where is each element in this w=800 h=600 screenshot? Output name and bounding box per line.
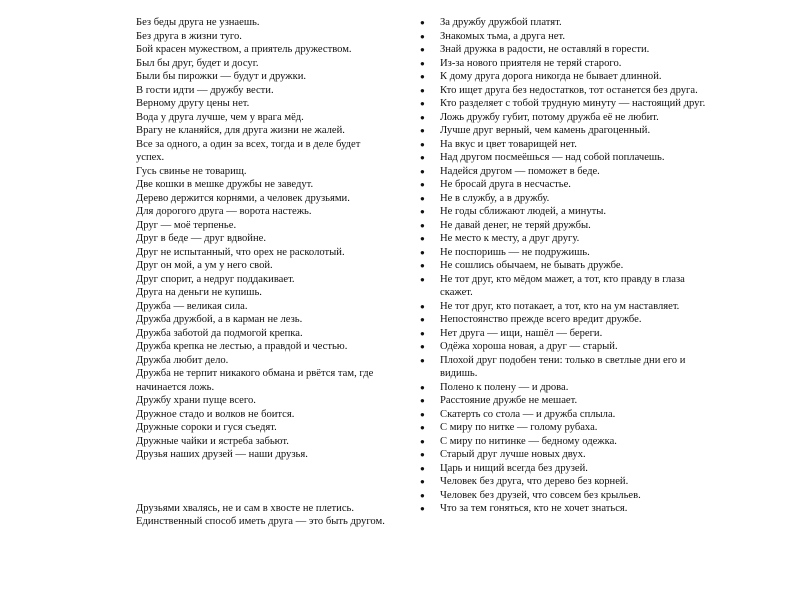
list-item: ● Кто ищет друга без недостатков, тот останется без друга. — [420, 84, 698, 96]
list-item: Дружные сороки и гуся съедят. — [136, 422, 277, 433]
list-item: Были бы пирожки — будут и дружки. — [136, 71, 307, 82]
list-item: Дружное стадо и волков не боится. — [136, 408, 295, 420]
list-item: Друзья наших друзей — наши друзья. — [136, 449, 308, 460]
list-item: ● Знай дружка в радости, не оставляй в горести. — [420, 44, 650, 55]
list-item: ● Ложь дружбу губит, потому дружба её не любит. — [420, 111, 659, 123]
list-item: Дружбу храни пуще всего. — [136, 395, 256, 406]
list-item: ● С миру по нитинке — бедному одежка. — [420, 435, 617, 447]
list-item: ● Царь и нищий всегда без друзей. — [420, 462, 588, 474]
list-item: ● Не тот друг, кто мёдом мажет, а тот, кто правду в глаза скажет. — [420, 273, 685, 298]
bullet-icon: ● — [420, 207, 425, 216]
bullet-icon: ● — [420, 274, 425, 284]
list-item: ● Не тот друг, кто потакает, а тот, кто на ум наставляет. — [420, 300, 680, 312]
list-item: ● К дому друга дорога никогда не бывает длинной. — [420, 71, 662, 82]
bullet-icon: ● — [420, 436, 425, 446]
bullet-icon: ● — [420, 72, 425, 81]
list-item: ● Одёжа хороша новая, а друг — старый. — [420, 341, 618, 352]
list-item: Две кошки в мешке дружбы не заведут. — [136, 179, 314, 190]
list-item: ● Не в службу, а в дружбу. — [420, 192, 550, 204]
list-item: Дружба любит дело. — [136, 354, 229, 366]
list-item: ● Не поспоришь — не подружишь. — [420, 246, 590, 258]
list-item: ● Надейся другом — поможет в беде. — [420, 165, 600, 177]
list-item: Друг — моё терпенье. — [136, 219, 237, 231]
bullet-icon: ● — [420, 409, 425, 419]
list-item: Врагу не кланяйся, для друга жизни не жалей. — [136, 125, 345, 136]
bullet-icon: ● — [420, 193, 425, 203]
proverb-bullet-list — [420, 16, 720, 516]
bullet-icon: ● — [420, 234, 425, 243]
bullet-icon: ● — [420, 355, 425, 365]
list-item: Друг спорит, а недруг поддакивает. — [136, 273, 295, 285]
list-item: Дружба дружбой, а в карман не лезь. — [136, 314, 303, 325]
list-item: ● Полено к полену — и дрова. — [420, 381, 569, 393]
list-item: Дружные чайки и ястреба забьют. — [136, 435, 289, 447]
bullet-icon: ● — [420, 85, 425, 95]
list-item: ● Расстояние дружбе не мешает. — [420, 395, 578, 406]
right-column — [420, 16, 720, 516]
bullet-icon: ● — [420, 139, 425, 149]
list-item: Для дорогого друга — ворота настежь. — [136, 206, 312, 217]
list-item: ● Не место к месту, а друг другу. — [420, 233, 580, 244]
bullet-icon: ● — [420, 504, 425, 513]
list-item: Гусь свинье не товарищ. — [136, 165, 247, 177]
list-item: ● Знакомых тьма, а друга нет. — [420, 30, 565, 42]
bullet-icon: ● — [420, 261, 425, 270]
bullet-icon: ● — [420, 423, 425, 432]
bullet-icon: ● — [420, 45, 425, 54]
bullet-icon: ● — [420, 396, 425, 405]
list-item: ● Лучше друг верный, чем камень драгоценный. — [420, 125, 651, 136]
bullet-icon: ● — [420, 382, 425, 392]
list-item: ● С миру по нитке — голому рубаха. — [420, 422, 598, 433]
bullet-icon: ● — [420, 58, 425, 68]
bullet-icon: ● — [420, 450, 425, 459]
list-item: Был бы друг, будет и досуг. — [136, 57, 259, 69]
bullet-icon: ● — [420, 463, 425, 473]
bullet-icon: ● — [420, 490, 425, 500]
list-item: ● Человек без друзей, что совсем без крыльев. — [420, 489, 641, 501]
bullet-icon: ● — [420, 477, 425, 486]
list-item: ● Плохой друг подобен тени: только в светлые дни его и видишь. — [420, 354, 686, 379]
proverb-list-top — [136, 16, 388, 462]
list-item: ● Кто разделяет с тобой трудную минуту — настоящий друг. — [420, 98, 706, 109]
bullet-icon: ● — [420, 112, 425, 122]
list-item: ● Не бросай друга в несчастье. — [420, 179, 571, 190]
spacer — [136, 462, 388, 502]
list-item: Друг не испытанный, что орех не расколотый. — [136, 246, 345, 258]
list-item: ● Не годы сближают людей, а минуты. — [420, 206, 607, 217]
list-item: ● На вкус и цвет товарищей нет. — [420, 138, 577, 150]
bullet-icon: ● — [420, 301, 425, 311]
list-item: В гости идти — дружбу вести. — [136, 84, 274, 96]
list-item: Без беды друга не узнаешь. — [136, 17, 260, 28]
list-item: ● Нет друга — ищи, нашёл — береги. — [420, 327, 603, 339]
list-item: Вода у друга лучше, чем у врага мёд. — [136, 111, 304, 123]
bullet-icon: ● — [420, 126, 425, 135]
list-item: ● Что за тем гоняться, кто не хочет знаться. — [420, 503, 628, 514]
list-item: ● За дружбу дружбой платят. — [420, 17, 562, 28]
list-item: Друга на деньги не купишь. — [136, 287, 262, 298]
list-item: Бой красен мужеством, а приятель дружеством. — [136, 44, 352, 55]
bullet-icon: ● — [420, 180, 425, 189]
list-item: ● Из-за нового приятеля не теряй старого. — [420, 57, 622, 69]
bullet-icon: ● — [420, 328, 425, 338]
bullet-icon: ● — [420, 31, 425, 41]
bullet-icon: ● — [420, 220, 425, 230]
bullet-icon: ● — [420, 18, 425, 27]
list-item: Все за одного, а один за всех, тогда и в деле будет успех. — [136, 138, 361, 163]
bullet-icon: ● — [420, 153, 425, 162]
list-item: Друзьями хвалясь, не и сам в хвосте не плетись. — [136, 502, 355, 514]
list-item: ● Непостоянство прежде всего вредит дружбе. — [420, 314, 642, 325]
list-item: Дружба крепка не лестью, а правдой и честью. — [136, 341, 348, 352]
bullet-icon: ● — [420, 99, 425, 108]
proverb-list-bottom — [136, 502, 388, 529]
list-item: Без друга в жизни туго. — [136, 30, 242, 42]
list-item: Дерево держится корнями, а человек друзьями. — [136, 192, 350, 204]
list-item: ● Скатерть со стола — и дружба сплыла. — [420, 408, 616, 420]
list-item: ● Не давай денег, не теряй дружбы. — [420, 219, 591, 231]
bullet-icon: ● — [420, 247, 425, 257]
list-item: Верному другу цены нет. — [136, 98, 250, 109]
list-item: ● Не сошлись обычаем, не бывать дружбе. — [420, 260, 624, 271]
list-item: Единственный способ иметь друга — это быть другом. — [136, 516, 385, 527]
list-item: Дружба не терпит никакого обмана и рвётся там, где начинается ложь. — [136, 368, 374, 393]
list-item: Друг в беде — друг вдвойне. — [136, 233, 267, 244]
list-item: ● Над другом посмеёшься — над собой поплачешь. — [420, 152, 665, 163]
bullet-icon: ● — [420, 342, 425, 351]
list-item: Друг он мой, а ум у него свой. — [136, 260, 273, 271]
list-item: Дружба — великая сила. — [136, 300, 248, 312]
left-column — [136, 16, 388, 529]
list-item: ● Человек без друга, что дерево без корней. — [420, 476, 629, 487]
list-item: ● Старый друг лучше новых двух. — [420, 449, 586, 460]
list-item: Дружба заботой да подмогой крепка. — [136, 327, 303, 339]
bullet-icon: ● — [420, 166, 425, 176]
bullet-icon: ● — [420, 315, 425, 324]
